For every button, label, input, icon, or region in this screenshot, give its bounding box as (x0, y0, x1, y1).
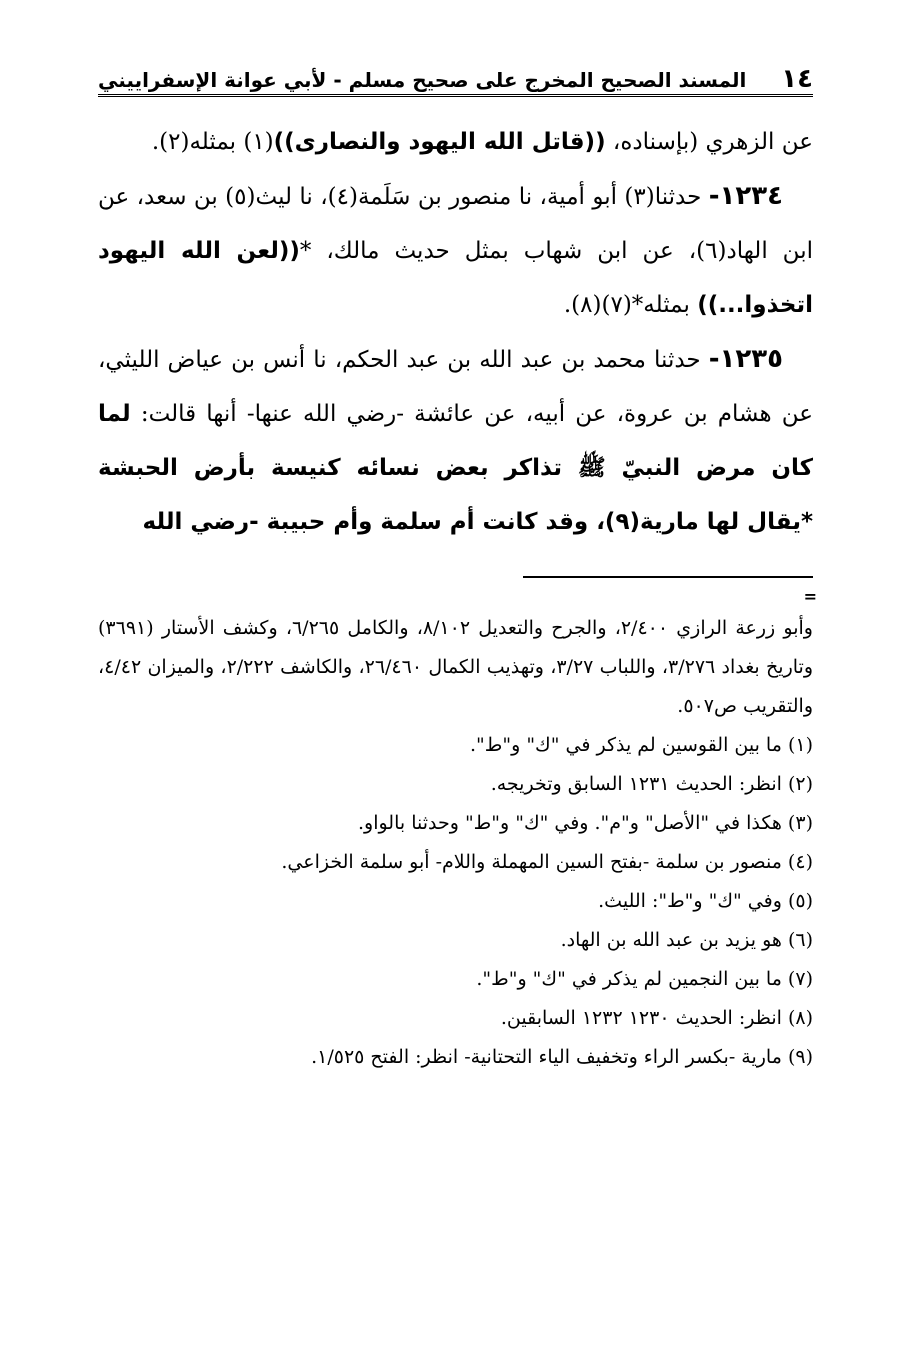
paragraph-continuation (98, 115, 813, 169)
footnote-item: (٧) ما بين النجمين لم يذكر في "ك" و"ط". (476, 968, 813, 990)
hadith-number: ١٢٣٤- (708, 181, 784, 211)
hadith-1234 (98, 169, 813, 332)
hadith-text-bold: ((لعن الله اليهود اتخذوا...)) (98, 238, 813, 318)
footnote-separator-area (98, 549, 817, 609)
text-run: حدثنا(٣) أبو أمية، نا منصور بن سَلَمة(٤)، نا ليث(٥) بن سعد، عن ابن الهاد(٦)، عن ابن شهاب بمثل حديث مالك، * (98, 184, 813, 264)
footnote-carryover: وأبو زرعة الرازي ٢/٤٠٠، والجرح والتعديل ٨/١٠٢، والكامل ٦/٢٦٥، وكشف الأستار (٣٦٩١) وتاريخ بغداد ٣/٢٧٦، واللباب ٣/٢٧، وتهذيب الكمال ٢٦/٤٦٠، والكاشف ٢/٢٢٢، والميزان ٤/٤٢، والتقريب ص٥٠٧. (98, 617, 813, 717)
text-run: عن الزهري (بإسناده، (605, 129, 813, 155)
book-page (98, 52, 817, 1077)
footnote-item: (٥) وفي "ك" و"ط": الليث. (598, 890, 813, 912)
page-number: ١٤ (781, 64, 813, 94)
footnote-item: (٦) هو يزيد بن عبد الله بن الهاد. (560, 929, 813, 951)
running-header (98, 52, 813, 97)
running-title: المسند الصحيح المخرج على صحيح مسلم - لأبي عوانة الإسفراييني (98, 68, 747, 92)
hadith-number: ١٢٣٥- (708, 344, 783, 374)
main-text (98, 115, 813, 549)
footnote-item: (٤) منصور بن سلمة -بفتح السين المهملة واللام- أبو سلمة الخزاعي. (281, 851, 813, 873)
footnotes (98, 609, 813, 1077)
footnote-item: (٢) انظر: الحديث ١٢٣١ السابق وتخريجه. (490, 773, 813, 795)
text-run: بمثله*(٧)(٨). (563, 292, 698, 318)
hadith-text-bold: لما كان مرض النبيّ ﷺ تذاكر بعض نسائه كنيسة بأرض الحبشة *يقال لها مارية(٩)، وقد كانت أم سلمة وأم حبيبة -رضي الله (98, 401, 813, 535)
footnote-item: (٩) مارية -بكسر الراء وتخفيف الياء التحتانية- انظر: الفتح ١/٥٢٥. (311, 1046, 813, 1068)
hadith-1235 (98, 332, 813, 549)
footnote-item: (١) ما بين القوسين لم يذكر في "ك" و"ط". (470, 734, 813, 756)
continuation-mark: = (803, 587, 817, 606)
footnote-list (98, 726, 813, 1077)
footnote-item: (٨) انظر: الحديث ١٢٣٠ ١٢٣٢ السابقين. (500, 1007, 813, 1029)
footnote-item: (٣) هكذا في "الأصل" و"م". وفي "ك" و"ط" وحدثنا بالواو. (357, 812, 813, 834)
hadith-text-bold: ((قاتل الله اليهود والنصارى)) (273, 129, 606, 155)
footnote-separator (523, 576, 813, 578)
text-run: حدثنا محمد بن عبد الله بن عبد الحكم، نا أنس بن عياض الليثي، عن هشام بن عروة، عن أبيه، عن عائشة -رضي الله عنها- أنها قالت: (98, 347, 813, 427)
text-run: (١) بمثله(٢). (151, 129, 274, 155)
